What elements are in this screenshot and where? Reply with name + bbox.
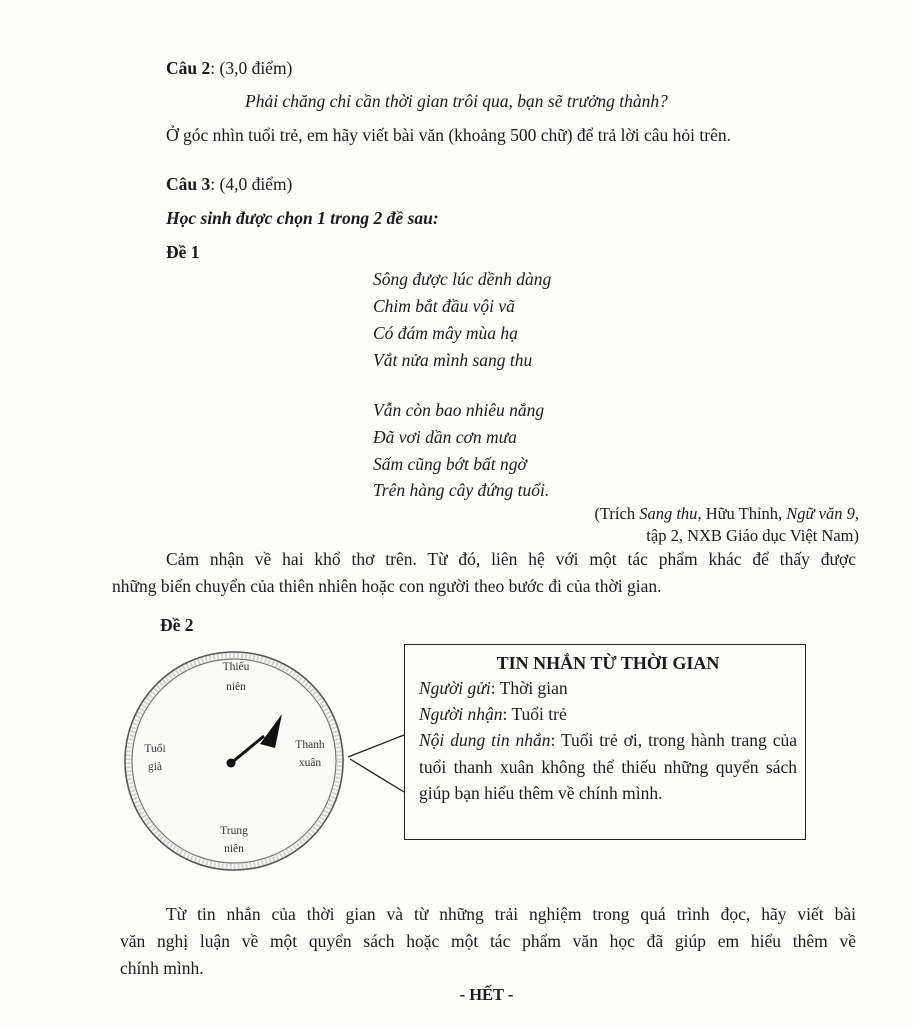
- citation-tail: ,: [854, 504, 859, 523]
- q2-quote: Phải chăng chỉ cần thời gian trôi qua, bạn sẽ trưởng thành?: [245, 91, 668, 111]
- sender-value: : Thời gian: [490, 678, 568, 698]
- de2-prompt-line1: Từ tin nhắn của thời gian và từ những trải nghiệm trong quá trình đọc, hãy viết bài: [166, 904, 856, 924]
- message-box: [404, 644, 806, 840]
- q2-heading: [166, 57, 292, 79]
- de2-prompt-line2: văn nghị luận về một quyển sách hoặc một tác phẩm văn học đã giúp em hiểu thêm về: [120, 931, 856, 951]
- poem-citation-line1: [594, 503, 859, 525]
- de2-prompt-line3: chính mình.: [120, 958, 204, 978]
- callout-line-top: [348, 735, 404, 757]
- sender-label: Người gửi: [419, 678, 491, 698]
- citation-work: Sang thu: [639, 504, 698, 523]
- poem-line: Vắt nửa mình sang thu: [373, 350, 533, 370]
- q2-points: : (3,0 điểm): [210, 58, 293, 78]
- poem-line: Chim bắt đầu vội vã: [373, 296, 515, 316]
- poem-line: Đã vơi dần cơn mưa: [373, 427, 517, 447]
- life-clock: [110, 636, 410, 876]
- de2-label: Đề 2: [160, 615, 194, 635]
- message-title: TIN NHẮN TỪ THỜI GIAN: [496, 653, 720, 673]
- clock-label-top-1: Thiếu: [222, 661, 250, 673]
- clock-label-right-1: Thanh: [295, 739, 325, 751]
- content-value: : Tuổi trẻ ơi, trong hành trang của tuổi thanh xuân không thể thiếu những quyển sách giúp bạn hiểu thêm về chính mình.: [419, 730, 797, 803]
- clock-label-right-2: xuân: [298, 757, 322, 769]
- q3-heading: [166, 173, 292, 195]
- poem-line: Trên hàng cây đứng tuổi.: [373, 480, 550, 500]
- clock-label-bottom-2: niên: [224, 843, 244, 855]
- callout-line-bottom: [350, 759, 404, 792]
- clock-label-left-1: Tuổi: [144, 743, 166, 755]
- poem-line: Sông được lúc dềnh dàng: [373, 269, 552, 289]
- message-sender: [419, 675, 797, 701]
- clock-label-left-2: già: [147, 761, 163, 773]
- message-receiver: [419, 701, 797, 727]
- q3-label: Câu 3: [166, 174, 211, 194]
- citation-book: Ngữ văn 9: [786, 504, 855, 523]
- q3-instruction: Học sinh được chọn 1 trong 2 đề sau:: [166, 208, 439, 228]
- citation-open: (Trích: [594, 504, 640, 523]
- poem-line: Vẫn còn bao nhiêu nắng: [373, 400, 545, 420]
- end-mark: - HẾT -: [459, 985, 514, 1004]
- q2-prompt: Ở góc nhìn tuổi trẻ, em hãy viết bài văn (khoảng 500 chữ) để trả lời câu hỏi trên.: [166, 125, 731, 145]
- poem-citation-line2: tập 2, NXB Giáo dục Việt Nam): [646, 526, 859, 545]
- message-content: [419, 727, 797, 807]
- clock-label-bottom-1: Trung: [220, 825, 248, 837]
- receiver-label: Người nhận: [419, 704, 503, 724]
- q2-label: Câu 2: [166, 58, 211, 78]
- de1-prompt-line1: Cảm nhận về hai khổ thơ trên. Từ đó, liên hệ với một tác phẩm khác để thấy được: [166, 549, 856, 569]
- content-label: Nội dung tin nhắn: [419, 730, 551, 750]
- citation-author: , Hữu Thỉnh,: [697, 504, 787, 523]
- de1-prompt-line2: những biến chuyển của thiên nhiên hoặc con người theo bước đi của thời gian.: [112, 576, 662, 596]
- poem-line: Sấm cũng bớt bất ngờ: [373, 454, 527, 474]
- de1-label: Đề 1: [166, 242, 200, 262]
- poem-line: Có đám mây mùa hạ: [373, 323, 518, 343]
- q3-points: : (4,0 điểm): [210, 174, 293, 194]
- receiver-value: : Tuổi trẻ: [502, 704, 567, 724]
- clock-label-top-2: niên: [226, 681, 246, 693]
